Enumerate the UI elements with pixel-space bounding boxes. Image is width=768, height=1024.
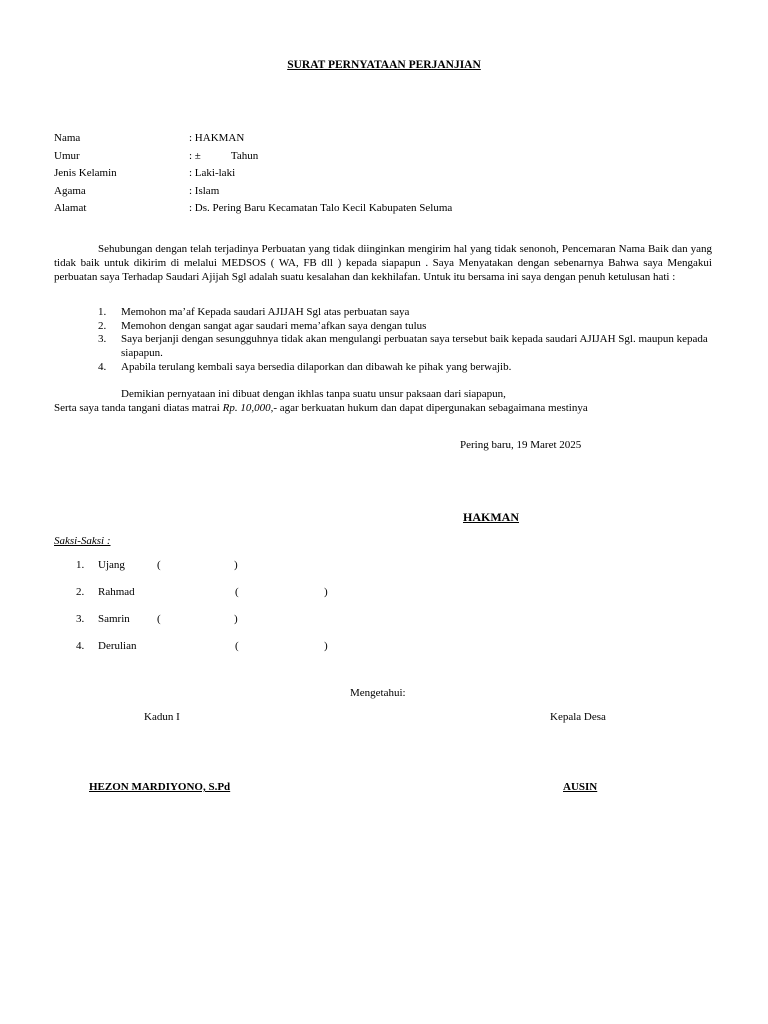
official-right-title: Kepala Desa	[550, 711, 606, 723]
witness-signature-open: (	[235, 640, 239, 652]
list-item	[54, 306, 714, 320]
intro-paragraph-text: Sehubungan dengan telah terjadinya Perbuatan yang tidak diinginkan mengirim hal yang tidak senonoh, Pencemaran Nama Baik dan yang tidak baik untuk dikirim di melalui MEDSOS ( WA, FB dll ) kepada siapapun . Saya Menyatakan dengan sebenarnya Bahwa saya Mengakui perbuatan saya Terhadap Saudari Ajijah Sgl adalah suatu kesalahan dan kekhilafan. Untuk itu bersama ini saya dengan penuh ketulusan hati :	[54, 243, 712, 283]
closing-line-2-end: agar berkuatan hukum dan dapat dipergunakan sebagaimana mestinya	[277, 402, 588, 414]
witness-signature-close: )	[324, 640, 328, 652]
intro-paragraph	[54, 242, 712, 284]
signer-name: HAKMAN	[463, 510, 519, 524]
identity-label-umur: Umur	[54, 150, 80, 162]
identity-label-nama: Nama	[54, 132, 81, 144]
witness-name: Samrin	[98, 613, 130, 625]
place-date: Pering baru, 19 Maret 2025	[460, 439, 582, 451]
witness-number: 2.	[76, 586, 85, 598]
witness-signature-open: (	[157, 613, 161, 625]
list-item-number: 2.	[98, 319, 107, 332]
witness-signature-close: )	[324, 586, 328, 598]
identity-value-jenis-kelamin: : Laki-laki	[189, 167, 236, 179]
closing-line-1: Demikian pernyataan ini dibuat dengan ikhlas tanpa suatu unsur paksaan dari siapapun,	[121, 388, 506, 400]
identity-value-nama: : HAKMAN	[189, 132, 245, 144]
witness-signature-close: )	[234, 559, 238, 571]
witness-number: 1.	[76, 559, 85, 571]
witness-number: 3.	[76, 613, 85, 625]
witness-name: Rahmad	[98, 586, 135, 598]
identity-value-alamat: : Ds. Pering Baru Kecamatan Talo Kecil Kabupaten Seluma	[189, 202, 453, 214]
document-title: SURAT PERNYATAAN PERJANJIAN	[287, 59, 481, 71]
identity-value-umur: : ± Tahun	[189, 150, 259, 162]
closing-line-2	[54, 402, 588, 414]
official-right-name: AUSIN	[563, 781, 598, 793]
official-left-title: Kadun I	[144, 711, 180, 723]
acknowledged-label: Mengetahui:	[350, 687, 406, 699]
witness-signature-open: (	[157, 559, 161, 571]
witness-number: 4.	[76, 640, 85, 652]
list-item-number: 1.	[98, 306, 107, 318]
list-item-number: 4.	[98, 360, 107, 373]
witnesses-heading: Saksi-Saksi :	[54, 535, 111, 547]
list-item-text: Apabila terulang kembali saya bersedia dilaporkan dan dibawah ke pihak yang berwajib.	[121, 360, 512, 373]
stamp-amount: Rp. 10,000,-	[222, 402, 277, 414]
promise-list	[54, 306, 714, 375]
witness-name: Derulian	[98, 640, 137, 652]
identity-value-agama: : Islam	[189, 185, 220, 197]
list-item	[54, 320, 714, 334]
list-item-text: Memohon ma’af Kepada saudari AJIJAH Sgl atas perbuatan saya	[121, 306, 410, 318]
official-left-name: HEZON MARDIYONO, S.Pd	[89, 781, 231, 793]
list-item	[54, 361, 714, 375]
identity-label-jenis-kelamin: Jenis Kelamin	[54, 167, 117, 179]
list-item-text: Memohon dengan sangat agar saudari mema’afkan saya dengan tulus	[121, 319, 427, 332]
list-item-text: Saya berjanji dengan sesungguhnya tidak akan mengulangi perbuatan saya tersebut baik kepada saudari AJIJAH Sgl. maupun kepada siapapun.	[121, 333, 708, 360]
list-item	[54, 333, 714, 360]
witness-signature-open: (	[235, 586, 239, 598]
witness-name: Ujang	[98, 559, 125, 571]
identity-label-agama: Agama	[54, 185, 86, 197]
identity-label-alamat: Alamat	[54, 202, 87, 214]
witness-signature-close: )	[234, 613, 238, 625]
list-item-number: 3.	[98, 333, 107, 346]
closing-line-2-start: Serta saya tanda tangani diatas matrai	[54, 402, 223, 414]
